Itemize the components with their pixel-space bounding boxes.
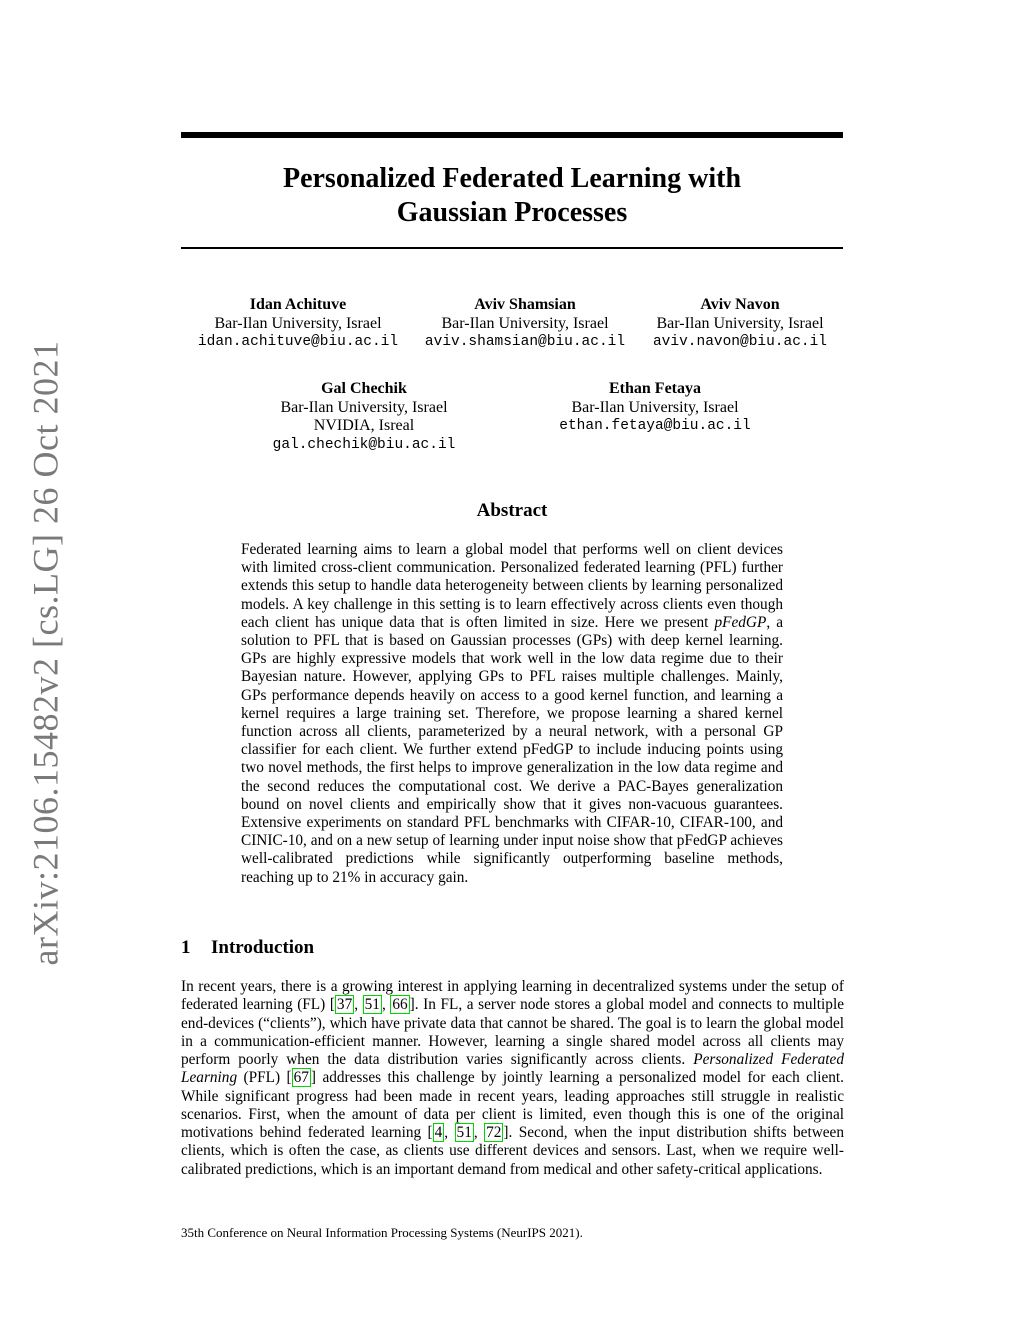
method-name: pFedGP: [714, 613, 767, 631]
citation-link[interactable]: 37: [336, 996, 353, 1014]
citation-separator: ,: [354, 996, 363, 1014]
section-title: Introduction: [211, 937, 315, 958]
author-block-4: [264, 380, 464, 454]
citation-link[interactable]: 72: [486, 1124, 502, 1141]
abstract-text-after: , a solution to PFL that is based on Gaussian processes (GPs) with deep kernel learning. GPs are highly expressive models that work well in the low data regime due to their Bayesian nature. However, applying GPs to PFL raises multiple challenges. Mainly, GPs performance depends heavily on access to a good kernel function, and learning a kernel requires a large training set. Therefore, we propose learning a shared kernel function across all clients, parameterized by a neural network, with a personal GP classifier for each client. We further extend pFedGP to include inducing points using two novel methods, the first helps to improve generalization in the low data regime and the second reduces the computational cost. We derive a PAC-Bayes generalization bound on novel clients and empirically show that it gives non-vacuous guarantees. Extensive experiments on standard PFL benchmarks with CIFAR-10, CIFAR-100, and CINIC-10, and on a new setup of learning under input noise show that pFedGP achieves well-calibrated predictions while significantly outperforming baseline methods, reaching up to 21% in accuracy gain.: [241, 613, 783, 886]
title-bottom-rule: [181, 247, 843, 249]
citation-link[interactable]: 67: [293, 1069, 309, 1087]
intro-text: (PFL) [: [237, 1069, 292, 1087]
paper-title: [181, 162, 843, 230]
intro-text: In recent years, there is a growing interest in applying learning in decentralized systems under the setup of federated learning (FL) [: [181, 978, 844, 1014]
intro-text: ]. Second, when the input distribution shifts between clients, which is often the case, as clients use different devices and sensors. Last, when we require well-calibrated predictions, which is an important demand from medical and other safety-critical applications.: [181, 1124, 844, 1178]
arxiv-stamp: [18, 340, 72, 966]
title-top-rule: [181, 132, 843, 138]
author-block-3: [642, 296, 838, 352]
intro-text: ]. In FL, a server node stores a global model and connects to multiple end-devices (“clients”), which have private data that cannot be shared. The goal is to learn the global model in a communication-efficient manner. However, learning a single shared model across all clients may perform poorly when the data distribution varies significantly across clients.: [181, 996, 844, 1068]
author-name: Ethan Fetaya: [609, 380, 701, 397]
title-line-2: Gaussian Processes: [396, 197, 628, 228]
author-affiliation: Bar-Ilan University, Israel: [441, 314, 609, 332]
citation-separator: ,: [444, 1124, 455, 1141]
author-name: Idan Achituve: [249, 296, 347, 313]
author-affiliation: Bar-Ilan University, Israel: [656, 314, 824, 332]
author-email: aviv.navon@biu.ac.il: [652, 334, 828, 350]
introduction-paragraph: [181, 978, 844, 1179]
arxiv-id-text: arXiv:2106.15482v2 [cs.LG] 26 Oct 2021: [25, 340, 65, 966]
author-email: ethan.fetaya@biu.ac.il: [559, 418, 751, 434]
abstract-heading: Abstract: [476, 500, 548, 521]
citation-separator: ,: [381, 996, 391, 1014]
author-email: idan.achituve@biu.ac.il: [197, 334, 399, 350]
conference-footnote: 35th Conference on Neural Information Processing Systems (NeurIPS 2021).: [181, 1225, 583, 1240]
citation-link[interactable]: 51: [456, 1124, 472, 1141]
intro-text: ] addresses this challenge by jointly learning a personalized model for each client. While significant progress had been made in recent years, leading approaches still struggle in realistic scenarios. First, when the amount of data per client is limited, even though this is one of the original motivations behind federated learning [: [181, 1069, 844, 1141]
author-block-1: [188, 296, 408, 352]
author-email: aviv.shamsian@biu.ac.il: [424, 334, 626, 350]
author-email: gal.chechik@biu.ac.il: [272, 436, 456, 453]
pfl-term: Personalized Federated Learning: [181, 1051, 844, 1087]
section-heading-introduction: [181, 937, 314, 959]
citation-link[interactable]: 51: [364, 996, 380, 1014]
citation-separator: ,: [473, 1124, 485, 1141]
author-affiliation: Bar-Ilan University, Israel: [280, 398, 448, 416]
author-affiliation-2: NVIDIA, Isreal: [313, 417, 415, 434]
author-block-2: [412, 296, 638, 352]
author-name: Gal Chechik: [321, 380, 407, 397]
author-name: Aviv Navon: [700, 296, 780, 313]
section-number: 1: [181, 937, 191, 958]
citation-link[interactable]: 66: [392, 996, 408, 1014]
author-affiliation: Bar-Ilan University, Israel: [214, 314, 382, 332]
citation-link[interactable]: 4: [434, 1124, 443, 1141]
author-name: Aviv Shamsian: [474, 296, 576, 313]
author-block-5: [550, 380, 760, 436]
abstract-text-before: Federated learning aims to learn a global model that performs well on client devices with limited cross-client communication. Personalized federated learning (PFL) further extends this setup to handle data heterogeneity between clients by learning personalized models. A key challenge in this setting is to learn effectively across clients even though each client has unique data that is often limited in size. Here we present: [241, 541, 783, 631]
author-affiliation: Bar-Ilan University, Israel: [571, 398, 739, 416]
title-line-1: Personalized Federated Learning with: [282, 163, 742, 194]
abstract-text: [241, 541, 783, 887]
